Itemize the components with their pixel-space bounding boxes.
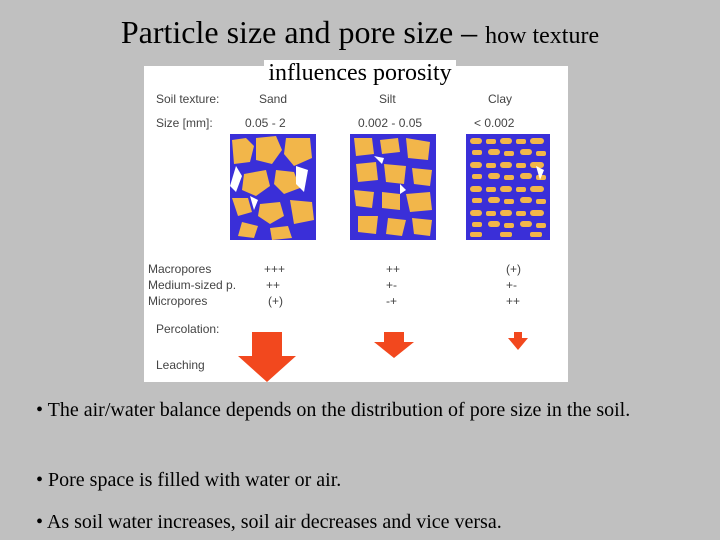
clay-arrow <box>508 332 528 350</box>
sand-size: 0.05 - 2 <box>245 116 286 130</box>
sand-arrow <box>238 332 296 382</box>
clay-pore-diagram <box>466 134 550 240</box>
leaching-label: Leaching <box>156 358 205 372</box>
sand-pore-diagram <box>230 134 316 240</box>
sand-macro: +++ <box>264 262 286 276</box>
size-label: Size [mm]: <box>156 116 213 130</box>
bullet-3: • As soil water increases, soil air decreases and vice versa. <box>36 511 502 533</box>
medium-pores-label: Medium-sized p. <box>148 278 237 292</box>
silt-size: 0.002 - 0.05 <box>358 116 423 130</box>
silt-header: Silt <box>379 92 396 106</box>
silt-pore-diagram <box>350 134 436 240</box>
slide-title <box>0 12 720 56</box>
porosity-figure <box>144 66 568 382</box>
sand-medium: ++ <box>266 278 281 292</box>
clay-macro: (+) <box>506 262 521 276</box>
sand-micro: (+) <box>268 294 283 308</box>
silt-arrow <box>374 332 414 358</box>
title-main: Particle size and pore size – <box>120 14 486 50</box>
title-tail: how texture <box>485 23 600 49</box>
bullet-1: • The air/water balance depends on the distribution of pore size in the soil. <box>36 399 631 421</box>
silt-medium: +- <box>386 278 398 292</box>
silt-macro: ++ <box>386 262 401 276</box>
clay-header: Clay <box>488 92 513 106</box>
clay-medium: +- <box>506 278 518 292</box>
silt-micro: -+ <box>386 294 398 308</box>
bullet-2: • Pore space is filled with water or air. <box>36 469 342 491</box>
clay-size: < 0.002 <box>474 116 515 130</box>
percolation-label: Percolation: <box>156 322 220 336</box>
clay-micro: ++ <box>506 294 521 308</box>
slide-title-line2: influences porosity <box>0 58 720 88</box>
percolation-arrows <box>238 332 528 382</box>
soil-texture-label: Soil texture: <box>156 92 220 106</box>
macropores-label: Macropores <box>148 262 212 276</box>
micropores-label: Micropores <box>148 294 208 308</box>
sand-header: Sand <box>259 92 288 106</box>
